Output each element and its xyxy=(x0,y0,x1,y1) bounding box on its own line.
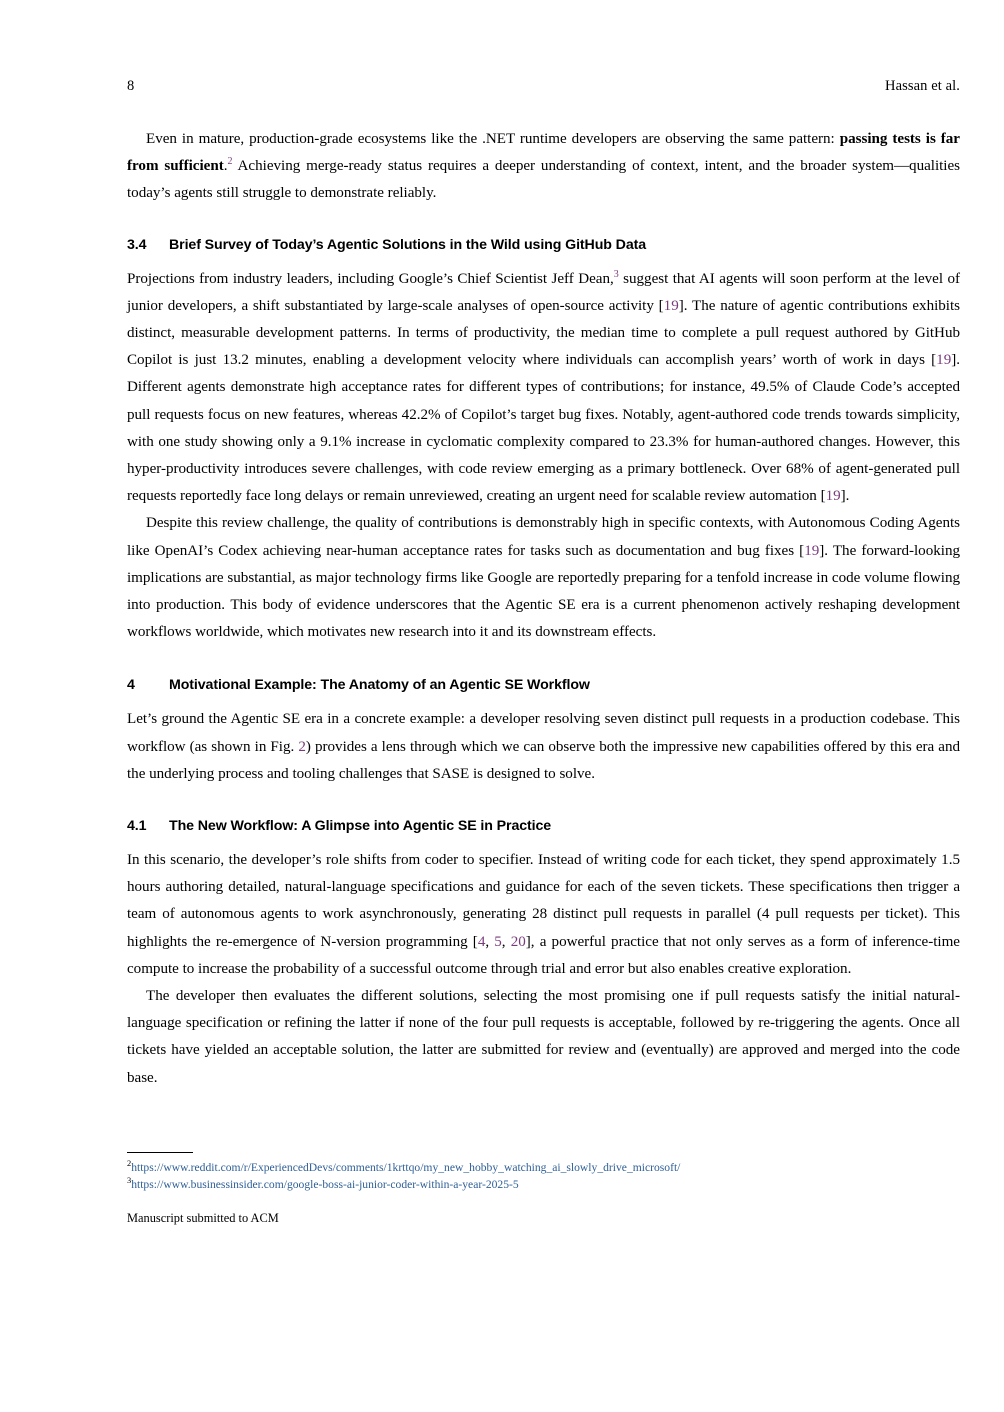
citation-19[interactable]: 19 xyxy=(804,542,820,559)
paragraph-motivational-example xyxy=(127,706,960,788)
page-content xyxy=(127,126,960,1092)
citation-19[interactable]: 19 xyxy=(936,352,952,369)
running-head-authors: Hassan et al. xyxy=(885,78,960,94)
footnote-item xyxy=(127,1159,960,1176)
section-number-4: 4 xyxy=(127,677,135,694)
citation-separator: , xyxy=(501,933,511,950)
section-heading-4 xyxy=(127,677,960,693)
paragraph-text-cont: suggest that AI agents will soon perform at the level of junior developers, a shift substantiated by large-scale analyses of open-source activity [ xyxy=(127,270,960,314)
paragraph-new-workflow xyxy=(127,847,960,983)
citation-4[interactable]: 4 xyxy=(477,933,486,950)
paragraph-review-challenge xyxy=(127,510,960,646)
section-number-3-4: 3.4 xyxy=(127,236,147,253)
paragraph-text-cont: Achieving merge-ready status requires a deeper understanding of context, intent, and the broader system—qualities today’s agents still struggle to demonstrate reliably. xyxy=(127,158,961,202)
paragraph-text: Even in mature, production-grade ecosystems like the .NET runtime developers are observing the same pattern: xyxy=(146,131,840,147)
footnote-separator-rule xyxy=(127,1152,193,1153)
section-heading-4-1-wrapper xyxy=(127,818,960,834)
paragraph-text-cont: ], a powerful practice that not only serves as a form of inference-time compute to increase the probability of a successful outcome through trial and error but also enables creative exploration. xyxy=(127,933,960,977)
footnote-link[interactable]: https://www.reddit.com/r/ExperiencedDevs/comments/1krttqo/my_new_hobby_watching_ai_slowly_drive_microsoft/ xyxy=(131,1161,681,1174)
section-number-4-1: 4.1 xyxy=(127,818,147,835)
section-heading-3-4 xyxy=(127,237,960,253)
paragraph-net-runtime xyxy=(127,126,960,208)
page-number: 8 xyxy=(127,78,135,94)
section-title-3-4: Brief Survey of Today’s Agentic Solutions in the Wild using GitHub Data xyxy=(169,236,647,253)
citation-20[interactable]: 20 xyxy=(510,933,526,950)
paragraph-text: In this scenario, the developer’s role shifts from coder to specifier. Instead of writing code for each ticket, they spend approximately 1.5 hours authoring detailed, natural-language specifications and guidance for each of the seven tickets. These specifications then trigger a team of autonomous agents to work asynchronously, generating 28 distinct pull requests in parallel (4 pull requests per ticket). This highlights the re-emergence of N-version programming [ xyxy=(127,852,960,950)
section-heading-3-4-wrapper xyxy=(127,237,960,253)
paragraph-text-cont: ) provides a lens through which we can observe both the impressive new capabilities offered by this era and the underlying process and tooling challenges that SASE is designed to solve. xyxy=(127,738,961,782)
footnote-number: 3 xyxy=(127,1176,132,1186)
paragraph-github-survey xyxy=(127,266,960,511)
footnotes-block xyxy=(127,1152,960,1193)
citation-separator: , xyxy=(485,933,495,950)
citation-19[interactable]: 19 xyxy=(825,488,841,505)
footnote-marker-3[interactable]: 3 xyxy=(613,268,619,280)
citation-5[interactable]: 5 xyxy=(494,933,502,950)
section-title-4: Motivational Example: The Anatomy of an Agentic SE Workflow xyxy=(169,677,590,694)
footnote-marker-2[interactable]: 2 xyxy=(227,156,233,168)
paragraph-text-cont: ]. The nature of agentic contributions exhibits distinct, measurable development patterns. In terms of productivity, the median time to complete a pull request authored by GitHub Copilot is just 13.2 minutes, enabling a development velocity where individuals can accomplish years’ worth of work in days [ xyxy=(127,297,960,369)
footnote-item xyxy=(127,1176,960,1193)
period-after-bold: . xyxy=(223,158,228,175)
section-heading-4-wrapper xyxy=(127,677,960,693)
paragraph-text: Let’s ground the Agentic SE era in a concrete example: a developer resolving seven distinct pull requests in a production codebase. This workflow (as shown in Fig. xyxy=(127,711,960,755)
paragraph-text: Despite this review challenge, the quality of contributions is demonstrably high in specific contexts, with Autonomous Coding Agents like OpenAI’s Codex achieving near-human acceptance rates for tasks such as documentation and bug fixes [ xyxy=(127,515,960,559)
paragraph-text-cont: ]. Different agents demonstrate high acceptance rates for different types of contributions; for instance, 49.5% of Claude Code’s accepted pull requests focus on new features, whereas 42.2% of Copilot’s target bug fixes. Notably, agent-authored code trends towards simplicity, with one study showing only a 9.1% increase in cyclomatic complexity compared to 23.3% for human-authored changes. However, this hyper-productivity introduces severe challenges, with code review emerging as a primary bottleneck. Over 68% of agent-generated pull requests reportedly face long delays or remain unreviewed, creating an urgent need for scalable review automation [ xyxy=(127,352,960,505)
paragraph-developer-evaluates: The developer then evaluates the different solutions, selecting the most promising one if pull requests satisfy the initial natural-language specification or refining the latter if none of the four pull requests is acceptable, followed by re-triggering the agents. Once all tickets have yielded an acceptable solution, the latter are submitted for review and (eventually) are approved and merged into the code base. xyxy=(127,988,960,1086)
section-heading-4-1 xyxy=(127,818,960,834)
paper-page xyxy=(127,0,960,1412)
paragraph-text-cont: ]. The forward-looking implications are substantial, as major technology firms like Google are reportedly preparing for a tenfold increase in code volume flowing into production. This body of evidence underscores that the Agentic SE era is a current phenomenon actively reshaping development workflows worldwide, which motivates new research into it and its downstream effects. xyxy=(127,542,960,641)
footnote-number: 2 xyxy=(127,1159,132,1169)
running-head xyxy=(127,78,960,95)
figure-reference-2[interactable]: 2 xyxy=(298,738,306,755)
emphasis-passing-tests: passing tests is far from sufficient xyxy=(127,131,960,175)
paragraph-text-cont: ]. xyxy=(840,488,850,505)
manuscript-footer: Manuscript submitted to ACM xyxy=(127,1211,279,1225)
footnote-link[interactable]: https://www.businessinsider.com/google-boss-ai-junior-coder-within-a-year-2025-5 xyxy=(131,1178,519,1191)
citation-19[interactable]: 19 xyxy=(663,297,679,314)
section-title-4-1: The New Workflow: A Glimpse into Agentic SE in Practice xyxy=(169,818,552,835)
paragraph-text: Projections from industry leaders, including Google’s Chief Scientist Jeff Dean, xyxy=(127,270,614,287)
